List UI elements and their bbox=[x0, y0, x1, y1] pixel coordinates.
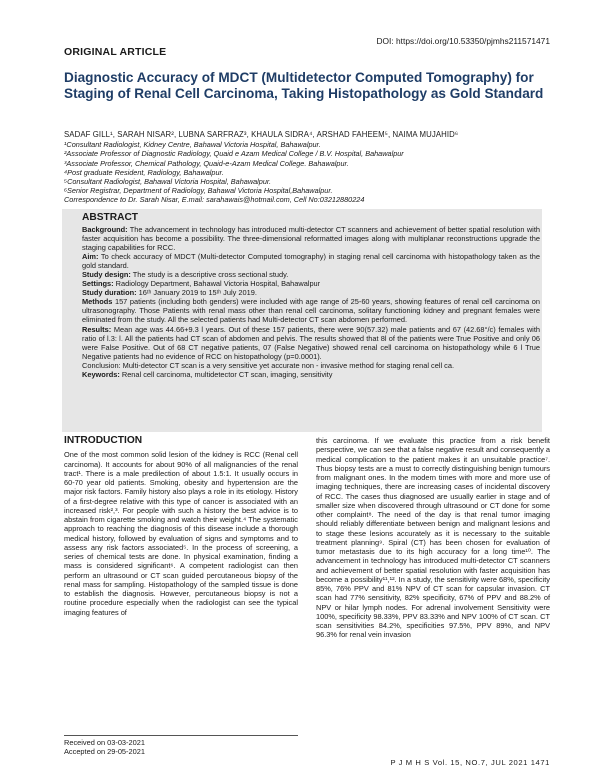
affiliation-4: ⁴Post graduate Resident, Radiology, Bahawalpur. bbox=[64, 167, 224, 177]
abstract-results: Results: Mean age was 44.66+9.3 l years. Out of these 157 patients, there were 90(57.32) male patients and 67 (42.68°/c) females with ratio of l.3: l. All the patients had CT scan of abdomen and pelvis. The results showed that 8l of the patients were True Positive and only 06 were False Positive. Out of 68 CT negative patients, 07 (False Negative) showed renal cell carcinoma on histopathology while 6 l True Negative patients had no evidence of RCC on histopathology (p=0.0001). bbox=[82, 324, 540, 361]
abstract-aim: Aim: To check accuracy of MDCT (Multi-detector Computed tomography) in staging renal cell carcinoma with histopathology taken as the gold standard. bbox=[82, 252, 540, 271]
affiliation-2: ²Associate Professor of Diagnostic Radiology, Quaid e Azam Medical College / B.V. Hospital, Bahawalpur bbox=[64, 149, 404, 159]
abstract-keywords: Keywords: Renal cell carcinoma, multidetector CT scan, imaging, sensitivity bbox=[82, 369, 333, 379]
author-block bbox=[64, 130, 544, 205]
affiliation-3: ³Associate Professor, Chemical Pathology, Quaid-e-Azam Medical College. Bahawalpur. bbox=[64, 158, 349, 168]
abstract-background-paragraph: Background: The advancement in technology has introduced multi-detector CT scanners and achievement of better spatial resolution with faster acquisition has become a possibility. The three-dimensional reformatted images along with multiplanar reconstructions upgrade the staging capabilities for RCC. bbox=[82, 225, 540, 253]
received-date: Received on 03-03-2021 bbox=[64, 738, 145, 747]
introduction-left-column bbox=[64, 436, 298, 617]
page-footer: P J M H S Vol. 15, NO.7, JUL 2021 1471 bbox=[390, 758, 550, 767]
affiliation-1: ¹Consultant Radiologist, Kidney Centre, Bahawal Victoria Hospital, Bahawalpur. bbox=[64, 140, 321, 150]
abstract-study-duration: Study duration: 16ᵗʰ January 2019 to 15ᵗʰ July 2019. bbox=[82, 288, 257, 298]
abstract-conclusion: Conclusion: Multi-detector CT scan is a very sensitive yet accurate non - invasive method for staging renal cell ca. bbox=[82, 360, 455, 370]
dates-divider bbox=[64, 735, 298, 736]
abstract-settings: Settings: Radiology Department, Bahawal Victoria Hospital, Bahawalpur bbox=[82, 279, 321, 289]
paper-title: Diagnostic Accuracy of MDCT (Multidetector Computed Tomography) for Staging of Renal Cell Carcinoma, Taking Histopathology as Gold Standard bbox=[64, 70, 544, 102]
doi-link[interactable]: DOI: https://doi.org/10.53350/pjmhs211571471 bbox=[376, 36, 550, 46]
abstract-heading: ABSTRACT bbox=[82, 212, 139, 223]
submission-dates bbox=[64, 738, 145, 757]
affiliation-6: ⁶Senior Registrar, Department of Radiology, Bahawal Victoria Hospital,Bahawalpur. bbox=[64, 186, 333, 196]
introduction-left-text: One of the most common solid lesion of the kidney is RCC (Renal cell carcinoma). It accounts for about 90% of all malignancies of the renal tract¹. There is a male predilection of about 1.5:1. It usually occurs in 60-70 year old patients. Smoking, obesity and hypertension are the major risk factors. Family history also plays a role in its etiology. History of a first-degree relative with this type of cancer is associated with an increased risk²,³. For people with such a history the best advice is to abstain from cigarette smoking and watch their weight.⁴ The systematic approach to reaching the diagnosis of this disease include a thorough medical history, followed by evaluation of signs and symptoms and to assess any risk factors associated⁵. In the process of screening, a series of chemical tests are done. In physical examination, finding a mass is considered significant⁶. A competent radiologist can then perform an ultrasound or CT scan guided percutaneous biopsy of the renal mass for sampling. Histopathology of the sampled tissue is done to establish the diagnosis. However, percutaneous biopsy is not a routine procedure especially when the radiologist can see the typical imaging features of bbox=[64, 450, 298, 617]
abstract-study-design: Study design: The study is a descriptive cross sectional study. bbox=[82, 270, 289, 280]
abstract-methods: Methods 157 patients (including both genders) were included with age range of 25-60 years, showing features of renal cell carcinoma on ultrasonography. Those Patients with renal mass other than renal cell carcinoma, solitary functioning kidney and pregnant females were eliminated from the study. All the selected patients had Multi-detector CT scan abdomen performed. bbox=[82, 297, 540, 325]
correspondence: Correspondence to Dr. Sarah Nisar, E.mail: sarahawais@hotmail.com, Cell No:03212880224 bbox=[64, 195, 365, 205]
accepted-date: Accepted on 29-05-2021 bbox=[64, 747, 145, 757]
introduction-right-text: this carcinoma. If we evaluate this practice from a risk benefit perspective, we can see that a false negative result and consequently a medical complication to the patient makes it an unsuitable practice⁷. Thus biopsy tests are a must to correctly distinguishing benign tumours from malignant ones. In the modern times with more and more use of imaging techniques, there are increasing cases of incidental discovery of RCC. The cases thus diagnosed are usually earlier in stage and of smaller size when discovered through ultrasound or CT done for some other complaint⁸. The need of the day is that renal tumor imaging should reliably differentiate between benign and malignant lesions and to stage these lesions accurately as it is necessary to the suitable treatment planning⁹. Spiral (CT) has been chosen for evaluation of tumor metastasis due to its high accuracy for a long time¹⁰. The advancement in technology has introduced multi-detector CT scanners and achievement of better spatial resolution with faster acquisition has become a possibility¹¹,¹². In a study, the sensitivity were 68%, specificity 85%, 76% PPV and 81% NPV of CT scan for capsular invasion. CT scan had 77% sensitivity, 82% specificity, 67% of PPV and 88.2% of NPV or hilar lymph nodes. For adrenal involvement Sensitivity were 100%, specificity 98.33%, PPV 83.33% and NPV 100% of CT scan. CT scan sensitivities 84.2%, specificities 97.5%, PPV 89%, and NPV 96.3% for renal vein invasion bbox=[316, 436, 550, 640]
article-type-label: ORIGINAL ARTICLE bbox=[64, 46, 167, 58]
introduction-right-column bbox=[316, 436, 550, 640]
abstract-body bbox=[82, 225, 540, 379]
affiliation-5: ⁵Consultant Radiologist, Bahawal Victoria Hospital, Bahawalpur. bbox=[64, 177, 272, 187]
author-names: SADAF GILL¹, SARAH NISAR², LUBNA SARFRAZ³, KHAULA SIDRA⁴, ARSHAD FAHEEM⁵, NAIMA MUJAHID⁶ bbox=[64, 130, 459, 139]
introduction-heading: INTRODUCTION bbox=[64, 435, 143, 446]
